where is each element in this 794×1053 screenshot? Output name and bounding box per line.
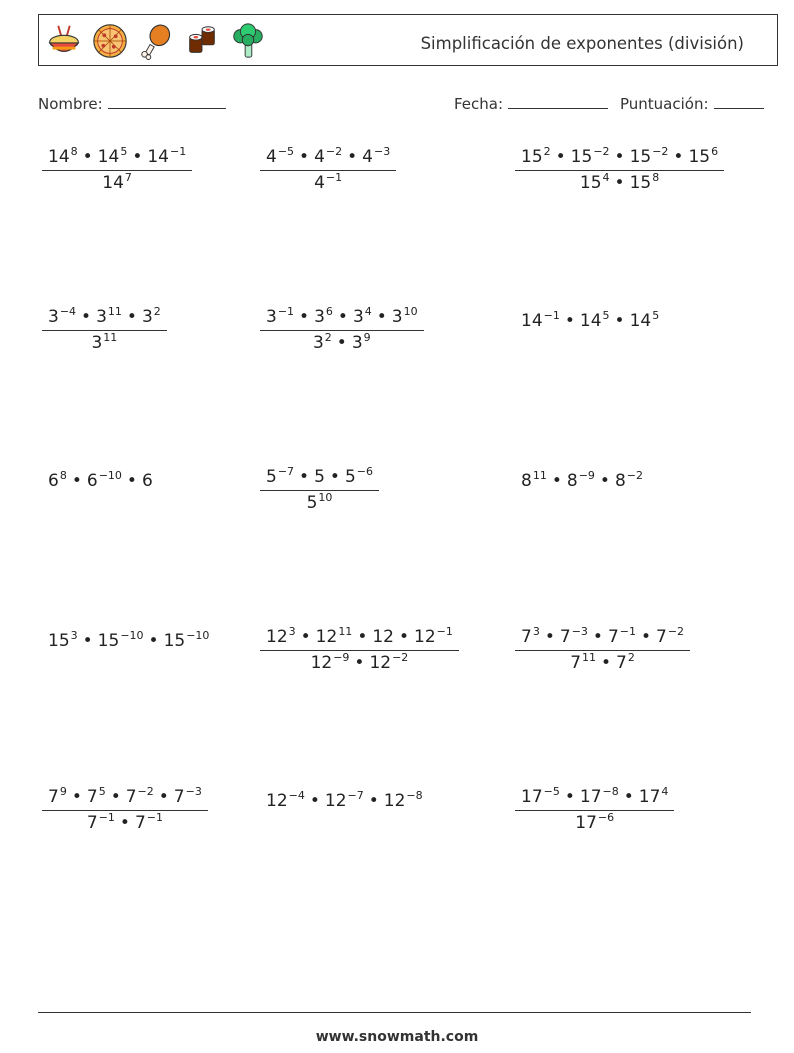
multiply-dot: • — [592, 627, 603, 647]
exponent: −10 — [120, 629, 144, 642]
power-term — [174, 787, 202, 807]
multiply-dot: • — [299, 307, 310, 327]
base: 12 — [310, 653, 333, 673]
exponent: −2 — [652, 145, 669, 158]
base: 7 — [570, 653, 582, 673]
exponent: 8 — [652, 171, 660, 184]
exponent: 2 — [543, 145, 551, 158]
power-term — [521, 787, 560, 807]
pizza-icon — [91, 22, 129, 60]
exponent: −9 — [333, 651, 350, 664]
base: 15 — [163, 631, 186, 651]
power-term — [608, 627, 636, 647]
score-label: Puntuación: — [620, 95, 709, 113]
base: 15 — [97, 631, 120, 651]
problem-5 — [260, 307, 424, 353]
base: 3 — [141, 307, 153, 327]
exponent: −9 — [578, 469, 595, 482]
power-term — [48, 147, 78, 167]
base: 7 — [521, 627, 532, 647]
multiply-dot: • — [614, 147, 625, 167]
denominator — [42, 331, 167, 353]
base: 15 — [521, 147, 543, 167]
power-term — [87, 471, 122, 491]
base: 5 — [344, 467, 356, 487]
multiply-dot: • — [71, 471, 82, 491]
power-term — [314, 147, 342, 167]
numerator — [42, 787, 208, 810]
power-term — [266, 467, 294, 487]
problem-14 — [266, 791, 423, 811]
denominator — [42, 171, 192, 193]
power-term — [325, 791, 364, 811]
problem-7 — [48, 471, 153, 491]
exponent: 11 — [338, 625, 353, 638]
multiply-dot: • — [551, 471, 562, 491]
fraction — [260, 307, 424, 353]
denominator — [42, 811, 208, 833]
broccoli-icon — [229, 22, 267, 60]
power-term — [688, 147, 718, 167]
base: 7 — [656, 627, 667, 647]
power-term — [311, 653, 350, 673]
base: 12 — [369, 653, 392, 673]
base: 12 — [266, 627, 288, 647]
exponent: −5 — [543, 785, 560, 798]
exponent: −8 — [602, 785, 619, 798]
exponent: 11 — [103, 331, 118, 344]
base: 7 — [134, 813, 146, 833]
exponent: −2 — [325, 145, 343, 158]
base: 5 — [306, 493, 318, 513]
base: 15 — [629, 147, 652, 167]
multiply-dot: • — [398, 627, 410, 647]
exponent: −7 — [347, 789, 364, 802]
power-term — [142, 471, 153, 491]
exponent: 11 — [532, 469, 547, 482]
power-term — [362, 147, 390, 167]
exponent: −6 — [356, 465, 373, 478]
base: 3 — [91, 333, 103, 353]
denominator — [260, 171, 396, 193]
multiply-dot: • — [555, 147, 566, 167]
multiply-dot: • — [673, 147, 684, 167]
date-field — [454, 94, 608, 113]
power-term — [316, 627, 353, 647]
exponent: −5 — [277, 145, 295, 158]
multiply-dot: • — [82, 147, 93, 167]
base: 7 — [559, 627, 571, 647]
base: 17 — [579, 787, 602, 807]
date-blank[interactable] — [508, 94, 608, 109]
multiply-dot: • — [336, 333, 347, 353]
power-term — [135, 813, 163, 833]
power-term — [266, 791, 305, 811]
base: 7 — [125, 787, 137, 807]
exponent: 3 — [288, 625, 296, 638]
exponent: −1 — [169, 145, 187, 158]
power-term — [48, 631, 78, 651]
base: 4 — [314, 147, 325, 167]
exponent: 4 — [602, 171, 610, 184]
multiply-dot: • — [640, 627, 652, 647]
base: 7 — [86, 813, 98, 833]
multiply-dot: • — [148, 631, 159, 651]
numerator — [515, 147, 724, 170]
power-term — [580, 311, 610, 331]
power-term — [639, 787, 669, 807]
multiply-dot: • — [309, 791, 320, 811]
power-term — [521, 471, 547, 491]
base: 12 — [315, 627, 338, 647]
exponent: −2 — [137, 785, 154, 798]
multiply-dot: • — [81, 307, 92, 327]
exponent: 6 — [325, 305, 333, 318]
base: 8 — [566, 471, 578, 491]
power-term — [630, 147, 669, 167]
multiply-dot: • — [614, 311, 625, 331]
power-term — [414, 627, 453, 647]
exponent: −2 — [667, 625, 685, 638]
problem-8 — [260, 467, 379, 513]
multiply-dot: • — [601, 653, 612, 673]
exponent: 6 — [711, 145, 719, 158]
power-term — [314, 173, 342, 193]
base: 14 — [521, 311, 543, 331]
base: 12 — [372, 627, 394, 647]
exponent: 3 — [70, 629, 78, 642]
power-term — [87, 787, 106, 807]
exponent: 4 — [364, 305, 372, 318]
exponent: 5 — [602, 309, 610, 322]
multiply-dot: • — [110, 787, 121, 807]
power-term — [521, 147, 551, 167]
multiply-dot: • — [337, 307, 348, 327]
multiply-dot: • — [599, 471, 610, 491]
denominator — [515, 651, 690, 673]
exponent: −2 — [626, 469, 643, 482]
name-field — [38, 94, 226, 113]
footer-divider — [38, 1012, 751, 1013]
name-blank[interactable] — [108, 94, 226, 109]
exponent: 2 — [153, 305, 161, 318]
power-term — [656, 627, 684, 647]
base: 14 — [579, 311, 602, 331]
base: 7 — [48, 787, 59, 807]
base: 5 — [266, 467, 277, 487]
base: 3 — [48, 307, 59, 327]
multiply-dot: • — [564, 311, 575, 331]
exponent: −1 — [325, 171, 343, 184]
score-blank[interactable] — [714, 94, 764, 109]
power-term — [96, 307, 122, 327]
multiply-dot: • — [564, 787, 575, 807]
exponent: −10 — [186, 629, 210, 642]
base: 5 — [314, 467, 325, 487]
exponent: −3 — [373, 145, 391, 158]
exponent: 2 — [324, 331, 332, 344]
date-label: Fecha: — [454, 95, 504, 113]
power-term — [575, 813, 614, 833]
multiply-dot: • — [119, 813, 130, 833]
exponent: 9 — [59, 785, 67, 798]
power-term — [48, 307, 76, 327]
numerator — [260, 307, 424, 330]
problem-1 — [42, 147, 192, 193]
multiply-dot: • — [300, 627, 311, 647]
multiply-dot: • — [614, 173, 625, 193]
exponent: −7 — [277, 465, 295, 478]
chicken-leg-icon — [137, 22, 175, 60]
power-term — [314, 467, 325, 487]
fraction — [42, 147, 192, 193]
base: 3 — [312, 333, 324, 353]
power-term — [384, 791, 423, 811]
problem-6 — [521, 311, 659, 331]
numerator — [260, 467, 379, 490]
fraction — [42, 787, 208, 833]
problem-12 — [515, 627, 690, 673]
base: 3 — [96, 307, 107, 327]
power-term — [616, 653, 635, 673]
exponent: −3 — [571, 625, 588, 638]
power-term — [91, 333, 117, 353]
base: 14 — [97, 147, 120, 167]
exponent: −1 — [619, 625, 636, 638]
footer-url: www.snowmath.com — [315, 1029, 479, 1045]
exponent: 11 — [107, 305, 122, 318]
power-term — [369, 653, 408, 673]
base: 3 — [391, 307, 403, 327]
numerator — [260, 627, 459, 650]
problem-15 — [515, 787, 674, 833]
power-term — [353, 307, 372, 327]
multiply-dot: • — [623, 787, 634, 807]
exponent: −10 — [98, 469, 122, 482]
fraction — [260, 147, 396, 193]
base: 6 — [48, 471, 59, 491]
base: 17 — [638, 787, 661, 807]
base: 3 — [351, 333, 363, 353]
multiply-dot: • — [544, 627, 555, 647]
base: 17 — [521, 787, 543, 807]
base: 6 — [86, 471, 98, 491]
exponent: 10 — [403, 305, 418, 318]
problem-3 — [515, 147, 724, 193]
exponent: −1 — [436, 625, 453, 638]
multiply-dot: • — [354, 653, 365, 673]
power-term — [580, 787, 619, 807]
exponent: 8 — [59, 469, 67, 482]
problem-9 — [521, 471, 643, 491]
power-term — [392, 307, 418, 327]
exponent: 5 — [120, 145, 128, 158]
numerator — [260, 147, 396, 170]
denominator — [515, 811, 674, 833]
power-term — [521, 311, 560, 331]
base: 12 — [266, 791, 288, 811]
fraction — [515, 787, 674, 833]
base: 12 — [324, 791, 347, 811]
exponent: 11 — [582, 651, 597, 664]
power-term — [266, 147, 294, 167]
denominator — [260, 331, 424, 353]
base: 6 — [141, 471, 153, 491]
exponent: 3 — [532, 625, 540, 638]
exponent: 2 — [627, 651, 635, 664]
exponent: 10 — [318, 491, 333, 504]
power-term — [630, 311, 660, 331]
exponent: −8 — [406, 789, 423, 802]
problem-10 — [48, 631, 209, 651]
multiply-dot: • — [126, 307, 137, 327]
base: 8 — [614, 471, 626, 491]
worksheet-title: Simplificación de exponentes (división) — [420, 34, 744, 53]
fraction — [515, 147, 724, 193]
base: 14 — [48, 147, 70, 167]
power-term — [102, 173, 132, 193]
multiply-dot: • — [368, 791, 379, 811]
exponent: 5 — [652, 309, 660, 322]
base: 12 — [383, 791, 406, 811]
base: 4 — [266, 147, 277, 167]
problem-4 — [42, 307, 167, 353]
power-term — [48, 471, 67, 491]
power-term — [142, 307, 161, 327]
name-label: Nombre: — [38, 95, 103, 113]
fraction — [260, 627, 459, 673]
power-term — [615, 471, 643, 491]
exponent: −1 — [543, 309, 560, 322]
numerator — [515, 787, 674, 810]
power-term — [567, 471, 595, 491]
problem-2 — [260, 147, 396, 193]
multiply-dot: • — [357, 627, 368, 647]
power-term — [313, 333, 332, 353]
exponent: 9 — [363, 331, 371, 344]
fraction — [515, 627, 690, 673]
power-term — [314, 307, 333, 327]
base: 15 — [48, 631, 70, 651]
numerator — [42, 307, 167, 330]
multiply-dot: • — [329, 467, 340, 487]
base: 4 — [362, 147, 373, 167]
base: 15 — [629, 173, 652, 193]
power-term — [266, 627, 296, 647]
denominator — [260, 651, 459, 673]
exponent: 7 — [124, 171, 132, 184]
multiply-dot: • — [126, 471, 137, 491]
power-term — [352, 333, 371, 353]
base: 3 — [314, 307, 325, 327]
fraction — [42, 307, 167, 353]
power-term — [345, 467, 373, 487]
multiply-dot: • — [299, 147, 310, 167]
exponent: 8 — [70, 145, 78, 158]
rice-bowl-icon — [45, 22, 83, 60]
power-term — [521, 627, 540, 647]
power-term — [164, 631, 210, 651]
multiply-dot: • — [299, 467, 310, 487]
score-field — [620, 94, 764, 113]
header-icons — [45, 21, 267, 61]
multiply-dot: • — [132, 147, 143, 167]
base: 15 — [570, 147, 593, 167]
power-term — [98, 631, 144, 651]
base: 7 — [86, 787, 98, 807]
exponent: −4 — [59, 305, 77, 318]
power-term — [98, 147, 128, 167]
power-term — [126, 787, 154, 807]
exponent: −3 — [185, 785, 202, 798]
exponent: −1 — [146, 811, 163, 824]
worksheet-header — [38, 14, 778, 66]
numerator — [42, 147, 192, 170]
base: 7 — [173, 787, 185, 807]
base: 15 — [579, 173, 602, 193]
base: 3 — [266, 307, 277, 327]
exponent: −2 — [593, 145, 610, 158]
base: 14 — [102, 173, 124, 193]
problem-13 — [42, 787, 208, 833]
base: 3 — [352, 307, 364, 327]
exponent: −6 — [597, 811, 615, 824]
multiply-dot: • — [376, 307, 387, 327]
base: 17 — [575, 813, 597, 833]
multiply-dot: • — [158, 787, 169, 807]
power-term — [560, 627, 588, 647]
exponent: −4 — [288, 789, 305, 802]
sushi-roll-icon — [183, 22, 221, 60]
power-term — [372, 627, 394, 647]
power-term — [580, 173, 610, 193]
base: 14 — [629, 311, 652, 331]
power-term — [147, 147, 186, 167]
power-term — [570, 653, 596, 673]
numerator — [515, 627, 690, 650]
exponent: −2 — [392, 651, 409, 664]
exponent: 4 — [661, 785, 669, 798]
power-term — [630, 173, 660, 193]
multiply-dot: • — [82, 631, 93, 651]
power-term — [571, 147, 610, 167]
base: 14 — [147, 147, 169, 167]
multiply-dot: • — [347, 147, 358, 167]
multiply-dot: • — [71, 787, 82, 807]
power-term — [307, 493, 333, 513]
exponent: −1 — [277, 305, 295, 318]
base: 15 — [688, 147, 711, 167]
power-term — [87, 813, 115, 833]
fraction — [260, 467, 379, 513]
base: 7 — [607, 627, 619, 647]
base: 8 — [521, 471, 532, 491]
denominator — [260, 491, 379, 513]
base: 7 — [616, 653, 627, 673]
exponent: 5 — [98, 785, 106, 798]
exponent: −1 — [98, 811, 115, 824]
base: 12 — [414, 627, 436, 647]
power-term — [266, 307, 294, 327]
problem-11 — [260, 627, 459, 673]
denominator — [515, 171, 724, 193]
base: 4 — [314, 173, 325, 193]
power-term — [48, 787, 67, 807]
